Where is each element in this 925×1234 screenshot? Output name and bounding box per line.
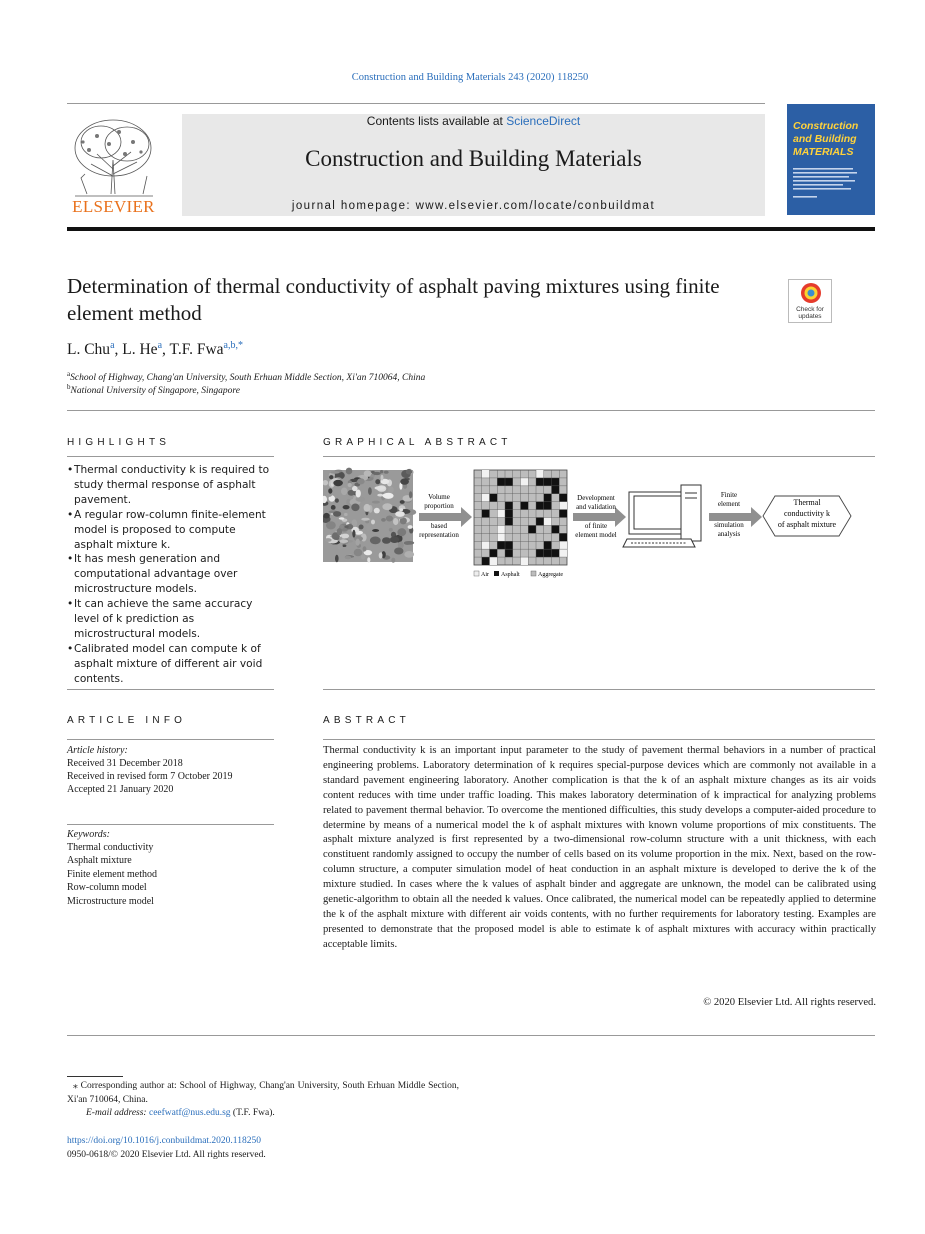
cover-title-line: MATERIALS bbox=[793, 146, 854, 158]
microstructure-particle bbox=[352, 530, 355, 538]
microstructure-particle bbox=[361, 518, 369, 521]
arrow-label: of finite bbox=[584, 522, 608, 530]
microstructure-particle bbox=[364, 470, 372, 477]
microstructure-particle bbox=[333, 511, 341, 517]
microstructure-particle bbox=[390, 536, 399, 543]
grid-cell bbox=[521, 557, 529, 565]
header-thick-rule bbox=[67, 227, 875, 231]
microstructure-particle bbox=[373, 472, 381, 475]
grid-cell bbox=[559, 541, 567, 549]
grid-cell bbox=[490, 494, 498, 502]
microstructure-particle bbox=[388, 487, 394, 494]
arrow-label: element bbox=[717, 500, 741, 508]
grid-cell bbox=[552, 549, 560, 557]
check-updates-line: Check for bbox=[796, 306, 824, 313]
section-divider bbox=[67, 410, 875, 411]
microstructure-particle bbox=[356, 497, 366, 502]
microstructure-particle bbox=[400, 500, 405, 504]
arrow-label: simulation bbox=[714, 521, 744, 529]
arrow-label: Finite bbox=[720, 491, 738, 499]
grid-cell bbox=[505, 510, 513, 518]
highlights-bottom-rule bbox=[67, 689, 274, 690]
article-title: Determination of thermal conductivity of asphalt paving mixtures using finite element method bbox=[67, 274, 720, 325]
homepage-prefix: journal homepage: bbox=[291, 200, 416, 212]
microstructure-particle bbox=[340, 525, 344, 529]
highlight-item: • A regular row-column finite-element model is proposed to compute asphalt mixture k. bbox=[67, 508, 277, 553]
issn-line: 0950-0618/© 2020 Elsevier Ltd. All rights reserved. bbox=[67, 1150, 266, 1160]
keyword: Finite element method bbox=[67, 868, 157, 880]
microstructure-particle bbox=[400, 478, 409, 484]
grid-cell bbox=[482, 557, 490, 565]
microstructure-particle bbox=[335, 498, 339, 502]
grid-cell bbox=[497, 541, 505, 549]
microstructure-particle bbox=[329, 475, 333, 479]
grid-cell bbox=[528, 525, 536, 533]
microstructure-particle bbox=[366, 524, 370, 532]
microstructure-particle bbox=[326, 521, 336, 529]
highlight-item: • Calibrated model can compute k of asphalt mixture of different air void contents. bbox=[67, 642, 277, 687]
keyword: Asphalt mixture bbox=[67, 855, 132, 867]
grid-cell bbox=[490, 557, 498, 565]
microstructure-particle bbox=[348, 483, 352, 487]
keyword: Row-column model bbox=[67, 882, 147, 894]
microstructure-particle bbox=[391, 558, 395, 563]
contents-line bbox=[182, 114, 765, 128]
author-name[interactable]: T.F. Fwa bbox=[169, 341, 224, 359]
history-label: Article history: bbox=[67, 745, 128, 756]
highlight-item: • It can achieve the same accuracy level of k prediction as microstructural models. bbox=[67, 597, 277, 642]
author-affil-sup[interactable]: a bbox=[157, 340, 163, 351]
microstructure-particle bbox=[351, 504, 359, 512]
grid-cell bbox=[552, 486, 560, 494]
grid-cell bbox=[536, 470, 544, 478]
abstract-rule bbox=[323, 739, 875, 740]
grid-cell bbox=[521, 478, 529, 486]
sciencedirect-link[interactable]: ScienceDirect bbox=[506, 114, 581, 128]
microstructure-particle bbox=[337, 528, 342, 535]
grid-cell bbox=[505, 549, 513, 557]
grid-cell bbox=[505, 541, 513, 549]
grid-cell bbox=[544, 502, 552, 510]
microstructure-particle bbox=[344, 513, 348, 516]
microstructure-particle bbox=[375, 479, 380, 484]
doi-link[interactable]: https://doi.org/10.1016/j.conbuildmat.2020.118250 bbox=[67, 1136, 261, 1146]
microstructure-particle bbox=[361, 555, 366, 560]
email-suffix: (T.F. Fwa). bbox=[230, 1108, 275, 1118]
microstructure-particle bbox=[374, 508, 380, 514]
result-hexagon bbox=[763, 496, 851, 536]
arrow-label: based bbox=[431, 522, 447, 530]
copyright-notice: © 2020 Elsevier Ltd. All rights reserved. bbox=[703, 997, 876, 1008]
grid-cell bbox=[505, 478, 513, 486]
microstructure-particle bbox=[386, 516, 393, 522]
grid-cell bbox=[505, 502, 513, 510]
keyword-list bbox=[67, 841, 157, 908]
grid-cell bbox=[482, 470, 490, 478]
grid-cell bbox=[544, 549, 552, 557]
affiliation-text: National University of Singapore, Singapore bbox=[70, 386, 240, 397]
publisher-name: ELSEVIER bbox=[72, 197, 155, 216]
microstructure-particle bbox=[325, 538, 332, 542]
keyword: Thermal conductivity bbox=[67, 842, 154, 853]
grid-cell bbox=[497, 533, 505, 541]
email-label: E-mail address: bbox=[86, 1108, 149, 1118]
keyword: Microstructure model bbox=[67, 895, 154, 907]
arrow-label: element model bbox=[575, 531, 617, 539]
microstructure-particle bbox=[335, 555, 339, 562]
author-name[interactable]: L. Chu bbox=[67, 341, 111, 359]
microstructure-particle bbox=[367, 557, 370, 562]
microstructure-particle bbox=[328, 488, 332, 493]
result-label: of asphalt mixture bbox=[777, 520, 837, 529]
microstructure-particle bbox=[379, 552, 383, 558]
highlights-rule bbox=[67, 456, 274, 457]
microstructure-particle bbox=[372, 529, 379, 532]
graphical-abstract-bottom-rule bbox=[323, 689, 875, 690]
cover-title-line: Construction bbox=[793, 120, 859, 132]
header-divider bbox=[67, 103, 765, 104]
grid-cell bbox=[497, 510, 505, 518]
microstructure-particle bbox=[394, 548, 403, 555]
legend-asphalt: Asphalt bbox=[501, 572, 520, 578]
microstructure-particle bbox=[331, 505, 336, 510]
grid-cell bbox=[505, 518, 513, 526]
journal-title: Construction and Building Materials bbox=[305, 146, 642, 171]
affiliation-sup: b bbox=[67, 383, 71, 391]
article-info-heading: ARTICLE INFO bbox=[67, 715, 187, 726]
author-affil-sup[interactable]: a,b,* bbox=[223, 340, 243, 351]
affiliation-sup: a bbox=[67, 370, 71, 378]
highlight-item: • It has mesh generation and computational advantage over microstructure models. bbox=[67, 552, 277, 597]
microstructure-particle bbox=[333, 480, 343, 486]
grid-cell bbox=[544, 518, 552, 526]
grid-legend bbox=[474, 571, 563, 578]
check-updates-line: updates bbox=[798, 313, 822, 320]
microstructure-particle bbox=[389, 528, 393, 532]
content-bottom-rule bbox=[67, 1035, 875, 1036]
highlights-heading: HIGHLIGHTS bbox=[67, 437, 171, 448]
grid-cell bbox=[559, 494, 567, 502]
arrow-label: analysis bbox=[717, 530, 741, 538]
microstructure-particle bbox=[343, 505, 350, 509]
result-label: conductivity k bbox=[784, 509, 830, 518]
grid-cell bbox=[482, 510, 490, 518]
microstructure-particle bbox=[337, 543, 342, 550]
graphical-abstract-figure bbox=[323, 465, 858, 580]
microstructure-particle bbox=[345, 556, 352, 559]
email-line bbox=[86, 1108, 275, 1118]
grid-cell bbox=[482, 541, 490, 549]
result-label: Thermal bbox=[793, 498, 821, 507]
corresponding-author-footnote: ⁎ Corresponding author at: School of Highway, Chang'an University, South Erhuan Middle Section, Xi'an 710064, China. bbox=[67, 1081, 459, 1105]
microstructure-particle bbox=[382, 537, 391, 544]
microstructure-particle bbox=[382, 493, 393, 498]
keywords-rule bbox=[67, 824, 274, 825]
contents-prefix: Contents lists available at bbox=[366, 114, 507, 128]
article-info-rule bbox=[67, 739, 274, 740]
affiliation bbox=[67, 370, 425, 383]
arrow-label: representation bbox=[419, 531, 459, 539]
grid-cell bbox=[536, 478, 544, 486]
keywords-label: Keywords: bbox=[67, 829, 110, 840]
arrow-label: Volume bbox=[428, 493, 450, 501]
homepage-url[interactable]: www.elsevier.com/locate/conbuildmat bbox=[415, 200, 656, 212]
arrow-volume-proportion bbox=[419, 493, 472, 539]
microstructure-particle bbox=[381, 518, 386, 522]
grid-cell bbox=[497, 525, 505, 533]
microstructure-particle bbox=[393, 518, 398, 525]
microstructure-particle bbox=[357, 478, 365, 484]
affiliation-text: School of Highway, Chang'an University, South Erhuan Middle Section, Xi'an 710064, China bbox=[70, 373, 426, 384]
grid-cell bbox=[552, 478, 560, 486]
grid-cell bbox=[544, 478, 552, 486]
graphical-abstract-heading: GRAPHICAL ABSTRACT bbox=[323, 437, 512, 448]
microstructure-particle bbox=[330, 471, 339, 474]
microstructure-particle bbox=[345, 526, 349, 529]
grid-cell bbox=[521, 502, 529, 510]
journal-homepage bbox=[182, 200, 765, 212]
abstract-heading: ABSTRACT bbox=[323, 715, 410, 726]
row-column-grid bbox=[474, 470, 567, 565]
microstructure-particle bbox=[359, 525, 364, 530]
microstructure-particle bbox=[370, 537, 381, 545]
author-name[interactable]: L. He bbox=[122, 341, 158, 359]
grid-cell bbox=[552, 525, 560, 533]
grid-cell bbox=[559, 502, 567, 510]
microstructure-particle bbox=[368, 487, 372, 495]
received-date: Received 31 December 2018 bbox=[67, 758, 183, 769]
accepted-date: Accepted 21 January 2020 bbox=[67, 784, 174, 795]
microstructure-particle bbox=[372, 501, 380, 504]
grid-cell bbox=[536, 549, 544, 557]
check-for-updates-badge[interactable] bbox=[788, 279, 832, 323]
microstructure-particle bbox=[395, 511, 405, 517]
grid-cell bbox=[490, 549, 498, 557]
cover-fine-print bbox=[793, 168, 867, 204]
cover-title bbox=[793, 120, 858, 159]
author-affil-sup[interactable]: a bbox=[110, 340, 115, 351]
journal-reference[interactable]: Construction and Building Materials 243 (2020) 118250 bbox=[351, 72, 589, 83]
microstructure-particle bbox=[404, 541, 414, 545]
grid-cell bbox=[536, 502, 544, 510]
author-list: L. Chu$^a$, L. He$^a$, T.F. Fwa$^{a,b,*}$ bbox=[67, 340, 243, 359]
grid-cell bbox=[544, 541, 552, 549]
microstructure-particle bbox=[340, 539, 349, 543]
grid-cell bbox=[559, 549, 567, 557]
microstructure-particle bbox=[371, 520, 375, 525]
microstructure-particle bbox=[341, 488, 347, 496]
microstructure-particle bbox=[381, 475, 384, 481]
microstructure-particle bbox=[397, 528, 406, 536]
microstructure-particle bbox=[375, 486, 386, 490]
microstructure-particle bbox=[352, 486, 358, 491]
microstructure-particle bbox=[406, 469, 412, 475]
computer-icon bbox=[623, 485, 701, 547]
microstructure-particle bbox=[356, 539, 360, 546]
microstructure-particle bbox=[404, 551, 414, 558]
microstructure-particle bbox=[341, 534, 349, 539]
arrow-fe-simulation bbox=[709, 491, 762, 538]
mixture-microstructure-image bbox=[323, 468, 416, 563]
grid-cell bbox=[536, 518, 544, 526]
abstract-text: Thermal conductivity k is an important input parameter to the study of pavement thermal behaviors in a number of practical engineering problems. Laboratory determination of k requires special-purpose devices which are commonly not available in a standard pavement engineering laboratory. Another complication is that the k of an asphalt mixture changes as its air voids content reduces with time under traffic loading. This makes laboratory determination of k impractical for analyzing problems related to pavement thermal behavior. To overcome the mentioned difficulties, this study develops a computer-aided procedure to determine by means of a numerical model the k of asphalt mixtures with known volume proportions of mix constituents. The asphalt mixture analyzed is first represented by a two-dimensional row-column structure with a unit thickness, with each constituent randomly assigned to occupy the number of cells based on its volume proportion in the mix. Next, based on the row-column structure, a computer simulation model of heat conduction in an asphalt mixture is developed to derive the k of the mixture studied. In cases where the k values of asphalt binder and aggregate are unknown, the model can be calibrated using genetic-algorithm to obtain all the needed k values. Once calibrated, the numerical model can be repeatedly applied to determine the k of the asphalt mixture with different air voids contents, with no further requirements for laboratory testing. Examples are presented to demonstrate that the proposed model is able to estimate k of asphalt mixtures with accuracy within practically acceptable limits. bbox=[323, 745, 876, 950]
microstructure-particle bbox=[363, 546, 367, 551]
grid-cell bbox=[497, 478, 505, 486]
arrow-label: and validation bbox=[576, 503, 616, 511]
legend-aggregate: Aggregate bbox=[538, 572, 563, 578]
arrow-fe-development bbox=[573, 494, 626, 539]
grid-cell bbox=[559, 510, 567, 518]
microstructure-particle bbox=[400, 508, 404, 511]
highlight-item: • Thermal conductivity k is required to study thermal response of asphalt pavement. bbox=[67, 463, 277, 508]
microstructure-particle bbox=[384, 471, 389, 474]
microstructure-particle bbox=[354, 549, 363, 557]
grid-cell bbox=[559, 533, 567, 541]
arrow-label: proportion bbox=[424, 502, 454, 510]
check-updates-icon bbox=[789, 280, 833, 306]
graphical-abstract-rule bbox=[323, 456, 875, 457]
microstructure-particle bbox=[333, 537, 339, 540]
revised-date: Received in revised form 7 October 2019 bbox=[67, 771, 233, 782]
microstructure-particle bbox=[339, 517, 345, 520]
microstructure-particle bbox=[346, 468, 353, 475]
footnote-rule bbox=[67, 1076, 123, 1077]
affiliation bbox=[67, 383, 240, 396]
legend-air: Air bbox=[481, 572, 489, 578]
microstructure-particle bbox=[364, 504, 371, 512]
microstructure-particle bbox=[323, 513, 330, 519]
highlights-list bbox=[67, 463, 277, 687]
grid-cell bbox=[482, 494, 490, 502]
grid-cell bbox=[544, 494, 552, 502]
journal-cover bbox=[787, 104, 875, 215]
email-link[interactable]: ceefwatf@nus.edu.sg bbox=[148, 1108, 231, 1118]
arrow-label: Development bbox=[577, 494, 615, 502]
microstructure-particle bbox=[382, 503, 392, 510]
microstructure-particle bbox=[377, 494, 383, 497]
microstructure-particle bbox=[409, 491, 412, 498]
microstructure-particle bbox=[408, 525, 413, 529]
cover-title-line: and Building bbox=[793, 133, 857, 145]
